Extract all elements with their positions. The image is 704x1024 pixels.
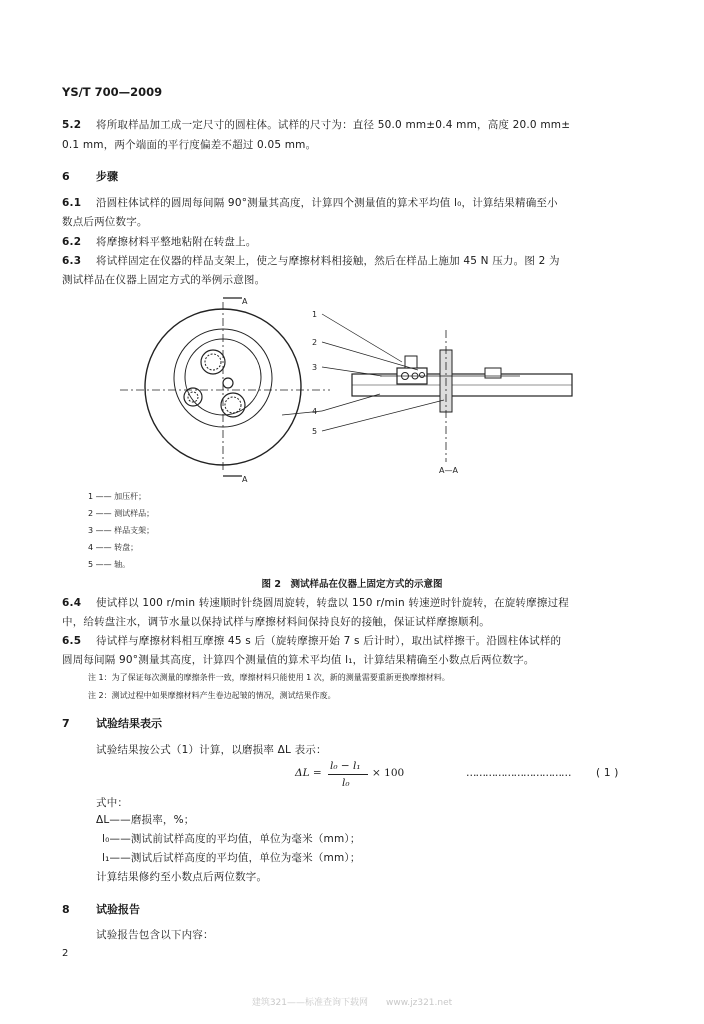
pressure-rod (405, 356, 417, 368)
clause-number: 6.3 (62, 255, 82, 267)
holder-block (485, 368, 501, 378)
section-mark-bottom: A (242, 475, 248, 484)
paragraph-text: 将所取样品加工成一定尺寸的圆柱体。试样的尺寸为：直径 50.0 mm±0.4 mm，高度 20.0 mm± (96, 119, 571, 131)
callout-4: 4 (312, 407, 318, 416)
formula-lhs: ΔL = (295, 767, 322, 779)
note-1: 注 1：为了保证每次测量的摩擦条件一致，摩擦材料只能使用 1 次，新的测量需要重新更换摩擦材料。 (88, 673, 450, 682)
leader-5 (322, 400, 444, 431)
paragraph-6-1-cont: 数点后两位数字。 (62, 216, 148, 228)
section-7-heading (62, 715, 162, 731)
callout-2: 2 (312, 338, 318, 347)
callout-3: 3 (312, 363, 318, 372)
paragraph-6-3-cont: 测试样品在仪器上固定方式的举例示意图。 (62, 274, 266, 286)
paragraph-6-3 (62, 254, 560, 268)
plan-view (120, 298, 330, 476)
clause-number: 6.2 (62, 236, 82, 248)
definition-delta-l: ΔL——磨损率，%； (96, 814, 195, 826)
figure-caption: 图 2 测试样品在仪器上固定方式的示意图 (261, 579, 443, 590)
paragraph-6-5 (62, 634, 561, 648)
figure-2-diagram (100, 290, 600, 485)
paragraph-6-1 (62, 196, 558, 210)
paragraph-6-5-cont: 圆周每间隔 90°测量其高度，计算四个测量值的算术平均值 l₁，计算结果精确至小数点后两位数字。 (62, 654, 535, 666)
leader-2 (322, 342, 418, 370)
formula-leader-dots: …………………………… (466, 767, 571, 779)
standard-code: YS/T 700—2009 (62, 85, 163, 99)
formula-number: ( 1 ) (596, 767, 619, 779)
sample-circle (184, 388, 202, 406)
paragraph-text: 使试样以 100 r/min 转速顺时针绕圆周旋转，转盘以 150 r/min 转速逆时针旋转，在旋转摩擦过程 (96, 597, 569, 609)
section-8-heading (62, 901, 140, 917)
paragraph-text: 将摩擦材料平整地粘附在转盘上。 (96, 236, 257, 248)
section-title: 步骤 (96, 170, 118, 183)
center-pin (223, 378, 233, 388)
section-label: A—A (439, 466, 458, 475)
paragraph-6-4-cont: 中，给转盘注水，调节水量以保持试样与摩擦材料间保持良好的接触，保证试样摩擦顺利。 (62, 616, 490, 628)
section-number: 6 (62, 170, 70, 183)
clause-number: 6.1 (62, 197, 82, 209)
section-view (352, 330, 572, 462)
leader-1 (322, 314, 402, 362)
legend-item: 4 —— 转盘； (88, 543, 139, 552)
legend-item: 3 —— 样品支架； (88, 526, 155, 535)
fraction-bar (328, 774, 368, 775)
definition-l1: l₁——测试后试样高度的平均值，单位为毫米（mm）； (102, 852, 361, 864)
section-title: 试验结果表示 (96, 717, 162, 730)
legend-item: 5 —— 轴。 (88, 560, 131, 569)
section-mark-top: A (242, 297, 248, 306)
sample-inner (205, 354, 221, 370)
report-intro: 试验报告包含以下内容： (96, 929, 214, 941)
sample-inner (225, 397, 241, 413)
clause-number: 6.4 (62, 597, 82, 609)
clause-number: 6.5 (62, 635, 82, 647)
formula-rhs: × 100 (372, 767, 405, 779)
paragraph-5-2-cont: 0.1 mm，两个端面的平行度偏差不超过 0.05 mm。 (62, 139, 317, 151)
legend-item: 2 —— 测试样品； (88, 509, 155, 518)
watermark: 建筑321——标准查询下载网 www.jz321.net (251, 998, 453, 1008)
paragraph-text: 将试样固定在仪器的样品支架上，使之与摩擦材料相接触，然后在样品上施加 45 N 压力。图 2 为 (96, 255, 560, 267)
formula-denominator: l₀ (342, 777, 350, 789)
page-number: 2 (62, 948, 69, 959)
formula-numerator: l₀ − l₁ (330, 760, 361, 772)
paragraph-6-4 (62, 596, 569, 610)
legend-item: 1 —— 加压杆； (88, 492, 147, 501)
paragraph-text: 沿圆柱体试样的圆周每间隔 90°测量其高度，计算四个测量值的算术平均值 l₀，计算结果精确至小 (96, 197, 558, 209)
paragraph-text: 待试样与摩擦材料相互摩擦 45 s 后（旋转摩擦开始 7 s 后计时），取出试样擦干。沿圆柱体试样的 (96, 635, 562, 647)
definition-l0: l₀——测试前试样高度的平均值，单位为毫米（mm）； (102, 833, 361, 845)
note-2: 注 2：测试过程中如果摩擦材料产生卷边起皱的情况，测试结果作废。 (88, 691, 336, 700)
paragraph-6-2 (62, 235, 257, 249)
leader-4 (322, 394, 380, 411)
section-title: 试验报告 (96, 903, 140, 916)
section-number: 7 (62, 717, 70, 730)
clause-number: 5.2 (62, 119, 82, 131)
section-6-heading (62, 168, 118, 184)
section-number: 8 (62, 903, 70, 916)
where-label: 式中： (96, 797, 129, 809)
callout-1: 1 (312, 310, 318, 319)
paragraph-5-2 (62, 118, 570, 132)
callout-5: 5 (312, 427, 318, 436)
formula-intro: 试验结果按公式（1）计算，以磨损率 ΔL 表示： (96, 744, 327, 756)
rounding-note: 计算结果修约至小数点后两位数字。 (96, 871, 268, 883)
